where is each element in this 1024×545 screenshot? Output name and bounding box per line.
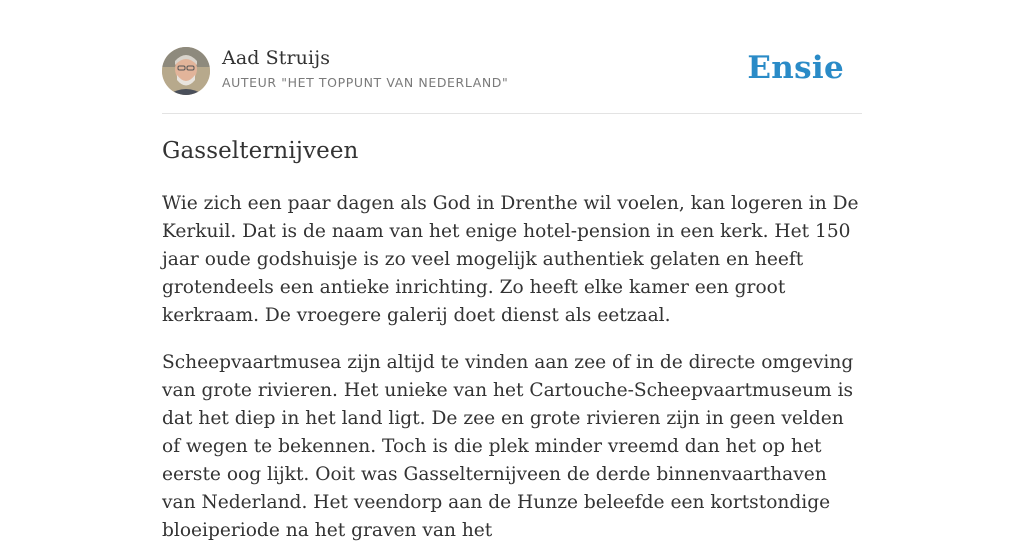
- author-avatar[interactable]: [162, 47, 210, 95]
- author-role: AUTEUR "HET TOPPUNT VAN NEDERLAND": [222, 75, 509, 90]
- page-content: [162, 0, 862, 541]
- ensie-logo[interactable]: Ensie: [747, 50, 844, 86]
- author-name[interactable]: Aad Struijs: [222, 47, 331, 69]
- article-title: Gasselternijveen: [162, 138, 359, 164]
- article-paragraph: Scheepvaartmusea zijn altijd te vinden aan zee of in de directe omgeving van grote rivieren. Het unieke van het Cartouche-Scheepvaartmuseum is dat het diep in het land ligt. De zee en grote rivieren zijn in geen velden of wegen te bekennen. Toch is die plek minder vreemd dan het op het eerste oog lijkt. Ooit was Gasselternijveen de derde binnenvaarthaven van Nederland. Het veendorp aan de Hunze beleefde een kortstondige bloeiperiode na het graven van het: [162, 352, 854, 541]
- article-paragraph: Wie zich een paar dagen als God in Drenthe wil voelen, kan logeren in De Kerkuil. Dat is de naam van het enige hotel-pension in een kerk. Het 150 jaar oude godshuisje is zo veel mogelijk authentiek gelaten en heeft grotendeels een antieke inrichting. Zo heeft elke kamer een groot kerkraam. De vroegere galerij doet dienst als eetzaal.: [162, 193, 859, 326]
- author-header: [162, 0, 862, 114]
